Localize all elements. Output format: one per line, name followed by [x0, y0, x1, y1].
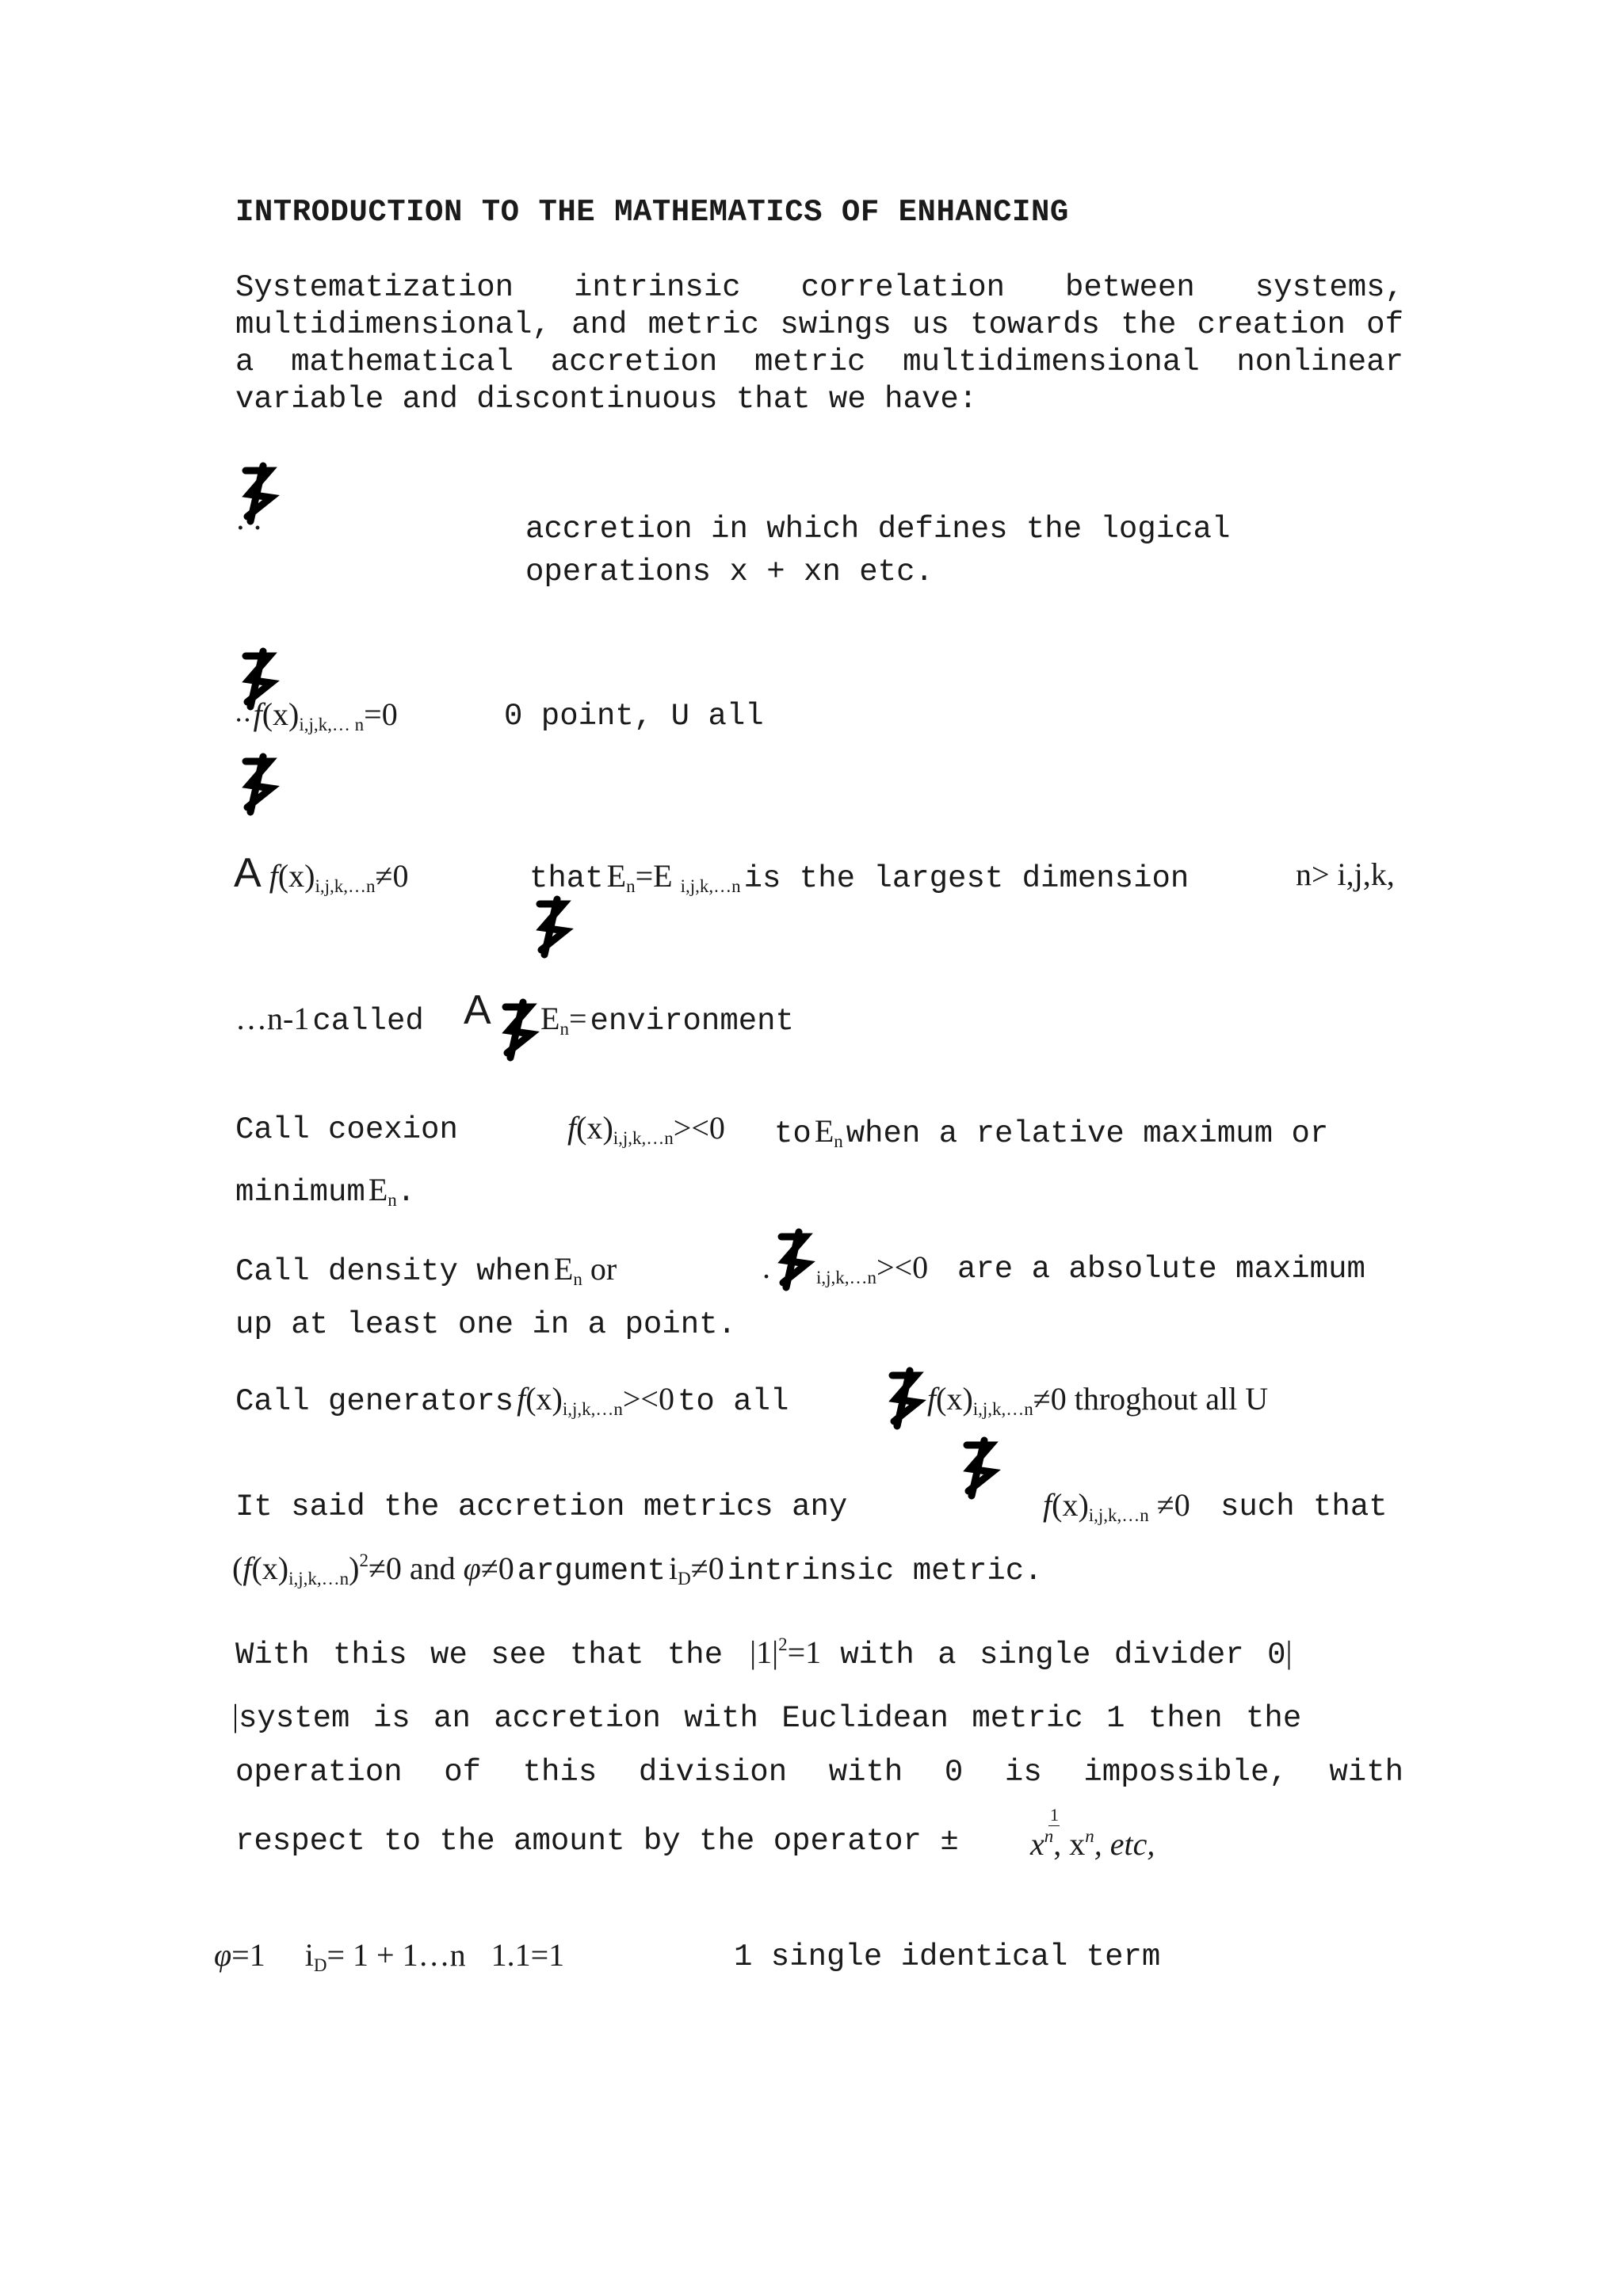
coexion-label: Call coexion [235, 1112, 458, 1147]
accretion-symbol [775, 1232, 812, 1287]
def3-ngt: n> i,j,k, [1296, 856, 1395, 892]
density-line1: Call density when $E_n$ or [235, 1251, 617, 1289]
final-formula: φ=1 $i_D= 1$ + 1…n 1.1=1 [214, 1937, 565, 1975]
coexion-formula: $f(x)_{i,j,k,\dots n}><0$ [567, 1110, 725, 1148]
def3-cont-line: …n-1 called [235, 1001, 424, 1039]
accretion-line2: $(f(x)_{i,j,k,\dots n})^2\ne 0$ and φ≠0 argument $i_D\ne 0$ intrinsic metric. [232, 1550, 1043, 1589]
accretion-symbol [239, 757, 276, 812]
generators-formula: $f(x)_{i,j,k,\dots n}\ne 0$ throghout all U [927, 1381, 1269, 1419]
accretion-symbol [960, 1440, 997, 1496]
final-desc: 1 single identical term [734, 1939, 1161, 1974]
generators-line: Call generators $f(x)_{i,j,k,\dots n}><0$ to all [235, 1381, 789, 1419]
coexion-rest: to $E_n$ when a relative maximum or [774, 1113, 1329, 1151]
euclid-line3: operation of this division with 0 is impossible, with [235, 1755, 1403, 1790]
euclid-line2: |system is an accretion with Euclidean metric 1 then the [232, 1698, 1302, 1736]
def3-formula: A $f(x)_{i,j,k,\dots n}\ne 0$ [234, 850, 409, 896]
big-a: A [464, 987, 491, 1033]
accretion-said: It said the accretion metrics any [235, 1489, 848, 1524]
coexion-line2: minimum $E_n$. [235, 1172, 416, 1210]
accretion-symbol [886, 1371, 922, 1426]
density-rest: are a absolute maximum [957, 1252, 1365, 1287]
density-formula: $_{i,j,k,\dots n}$><0 [816, 1249, 929, 1287]
density-line2: up at least one in a point. [235, 1307, 736, 1342]
def2-desc: 0 point, U all [504, 699, 764, 734]
def3-env: $E_n=$ environment [540, 1001, 794, 1039]
intro-paragraph: Systematization intrinsic correlation between systems, multidimensional, and metric swings us towards the creation of a mathematical accretion metric multidimensional nonlinear variable and discontinuous that we have: [235, 270, 1403, 417]
dots: • • [236, 521, 262, 537]
density-dot: . [762, 1249, 770, 1285]
page-title: INTRODUCTION TO THE MATHEMATICS OF ENHANCING [235, 195, 1069, 230]
accretion-such: such that [1220, 1489, 1388, 1524]
euclid-line4: respect to the amount by the operator ± [235, 1824, 959, 1859]
accretion-symbol [533, 899, 570, 955]
accretion-symbol [239, 466, 276, 521]
def1-line2: operations x + xn etc. [525, 555, 934, 589]
def3-that-line: that $E_n=E$ $_{i,j,k,\dots n}$ is the largest dimension [529, 858, 1190, 896]
def2-formula: • • $f(x)_{i,j,k,\dots n}=0$ [236, 696, 398, 734]
euclid-line1: With this we see that the $|1|^2=1$ with a single divider 0| [235, 1634, 1293, 1672]
def1-line1: accretion in which defines the logical [525, 512, 1231, 547]
accretion-formula: $f(x)_{i,j,k,\dots n} \ne 0$ [1043, 1487, 1190, 1525]
accretion-symbol [499, 1002, 536, 1058]
